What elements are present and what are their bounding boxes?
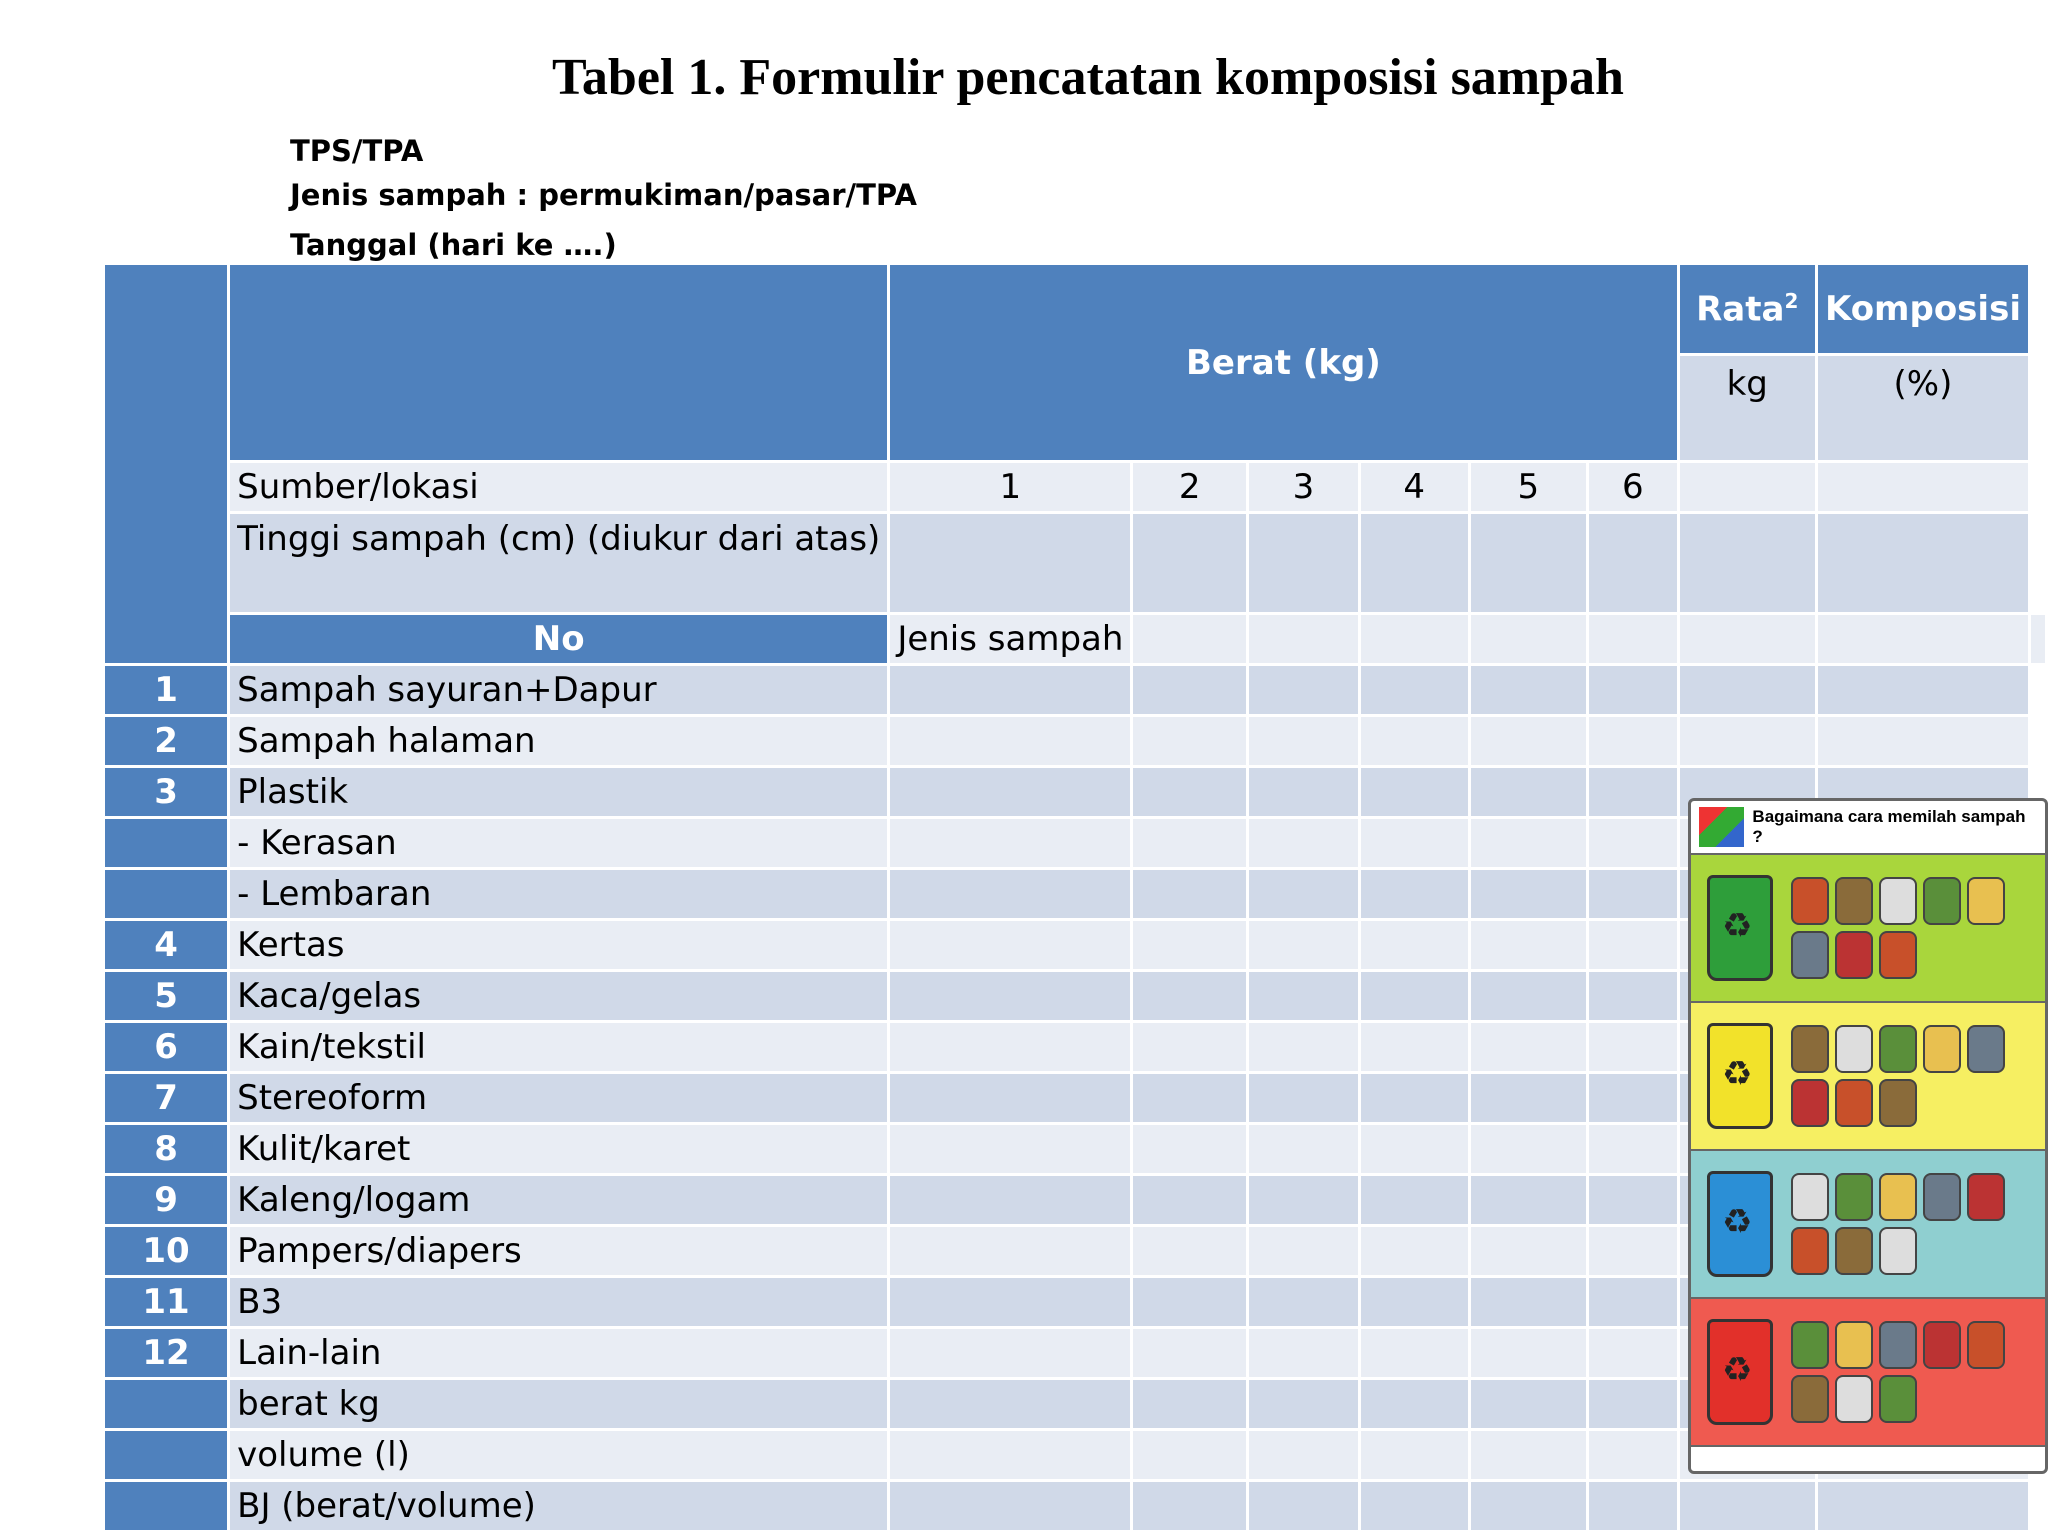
entry-cell — [1588, 818, 1678, 869]
recycle-bin-icon — [1707, 1023, 1773, 1129]
entry-cell — [1359, 920, 1469, 971]
meta-waste-type: Jenis sampah : permukiman/pasar/TPA — [290, 178, 917, 212]
entry-cell — [1248, 971, 1360, 1022]
entry-cell — [1132, 1124, 1248, 1175]
entry-cell — [1132, 665, 1248, 716]
waste-item-icon — [1791, 1025, 1829, 1073]
entry-cell — [1469, 1430, 1588, 1481]
entry-cell — [1588, 1379, 1678, 1430]
entry-cell — [1816, 1481, 2029, 1532]
row-label: B3 — [229, 1277, 889, 1328]
entry-cell — [1359, 1481, 1469, 1532]
entry-cell — [1469, 1073, 1588, 1124]
entry-cell — [1678, 1481, 1816, 1532]
poster-band — [1691, 1299, 2045, 1447]
waste-item-icon — [1879, 1079, 1917, 1127]
waste-item-icon — [1967, 1321, 2005, 1369]
entry-cell — [889, 818, 1132, 869]
entry-cell — [1248, 920, 1360, 971]
poster-band — [1691, 1003, 2045, 1151]
header-berat: Berat (kg) — [889, 264, 1678, 462]
entry-cell — [889, 665, 1132, 716]
entry-cell — [889, 716, 1132, 767]
entry-cell — [889, 1379, 1132, 1430]
row-label: Kulit/karet — [229, 1124, 889, 1175]
waste-item-icon — [1791, 1227, 1829, 1275]
row-label: BJ (berat/volume) — [229, 1481, 889, 1532]
entry-cell — [1588, 1124, 1678, 1175]
poster-title: Bagaimana cara memilah sampah ? — [1752, 807, 2026, 846]
entry-cell — [1588, 1073, 1678, 1124]
entry-cell — [1248, 1481, 1360, 1532]
entry-cell — [1469, 1022, 1588, 1073]
table-row — [104, 1481, 2047, 1532]
waste-item-icon — [1923, 1173, 1961, 1221]
entry-cell — [889, 1124, 1132, 1175]
row-label: - Kerasan — [229, 818, 889, 869]
sumber-label: Sumber/lokasi — [229, 462, 889, 513]
row-number — [104, 1379, 229, 1430]
row-number — [104, 869, 229, 920]
entry-cell — [1359, 665, 1469, 716]
waste-item-icon — [1791, 1321, 1829, 1369]
empty-cell — [1248, 513, 1360, 614]
row-number: 3 — [104, 767, 229, 818]
waste-sorting-poster — [1688, 798, 2048, 1474]
waste-item-icon — [1967, 1025, 2005, 1073]
entry-cell — [1359, 1328, 1469, 1379]
table-row — [104, 716, 2047, 767]
entry-cell — [1132, 1073, 1248, 1124]
row-number — [104, 1481, 229, 1532]
waste-item-icon — [1879, 1173, 1917, 1221]
row-number: 6 — [104, 1022, 229, 1073]
entry-cell — [1588, 1022, 1678, 1073]
entry-cell — [1359, 1022, 1469, 1073]
sample-col-2: 2 — [1132, 462, 1248, 513]
waste-item-icon — [1967, 877, 2005, 925]
entry-cell — [889, 1430, 1132, 1481]
entry-cell — [1816, 665, 2029, 716]
entry-cell — [1588, 1277, 1678, 1328]
entry-cell — [889, 1022, 1132, 1073]
recycle-bin-icon — [1707, 875, 1773, 981]
waste-item-icon — [1791, 877, 1829, 925]
waste-item-icon — [1923, 877, 1961, 925]
entry-cell — [1248, 1430, 1360, 1481]
waste-item-icon — [1835, 1173, 1873, 1221]
entry-cell — [889, 920, 1132, 971]
waste-item-icon — [1879, 1375, 1917, 1423]
row-number: 7 — [104, 1073, 229, 1124]
row-label: Lain-lain — [229, 1328, 889, 1379]
empty-cell — [1132, 614, 1248, 665]
empty-cell — [1678, 462, 1816, 513]
waste-item-icon — [1879, 877, 1917, 925]
entry-cell — [1359, 1226, 1469, 1277]
entry-cell — [1248, 767, 1360, 818]
empty-cell — [1588, 513, 1678, 614]
entry-cell — [889, 1277, 1132, 1328]
empty-cell — [1588, 614, 1678, 665]
waste-item-icon — [1791, 931, 1829, 979]
meta-location: TPS/TPA — [290, 134, 424, 168]
entry-cell — [1359, 716, 1469, 767]
row-label: Kertas — [229, 920, 889, 971]
row-label: Pampers/diapers — [229, 1226, 889, 1277]
entry-cell — [1132, 971, 1248, 1022]
entry-cell — [1132, 767, 1248, 818]
recycle-bin-icon — [1707, 1319, 1773, 1425]
waste-item-icon — [1835, 1227, 1873, 1275]
waste-item-icon — [1835, 877, 1873, 925]
entry-cell — [889, 1481, 1132, 1532]
entry-cell — [1132, 869, 1248, 920]
entry-cell — [1132, 1328, 1248, 1379]
entry-cell — [1588, 1175, 1678, 1226]
entry-cell — [1469, 1175, 1588, 1226]
entry-cell — [889, 869, 1132, 920]
entry-cell — [1132, 920, 1248, 971]
entry-cell — [1132, 1430, 1248, 1481]
row-number: 1 — [104, 665, 229, 716]
header-komposisi: Komposisi — [1816, 264, 2029, 355]
waste-item-icon — [1967, 1173, 2005, 1221]
empty-cell — [1469, 614, 1588, 665]
sample-col-4: 4 — [1359, 462, 1469, 513]
empty-cell — [1248, 614, 1360, 665]
entry-cell — [1588, 869, 1678, 920]
row-number: 2 — [104, 716, 229, 767]
entry-cell — [1248, 1379, 1360, 1430]
entry-cell — [889, 1073, 1132, 1124]
row-number: 10 — [104, 1226, 229, 1277]
row-label: Sampah halaman — [229, 716, 889, 767]
entry-cell — [1359, 1073, 1469, 1124]
entry-cell — [1469, 1379, 1588, 1430]
entry-cell — [1248, 665, 1360, 716]
poster-band — [1691, 1151, 2045, 1299]
sample-col-6: 6 — [1588, 462, 1678, 513]
entry-cell — [1469, 1481, 1588, 1532]
entry-cell — [1588, 1328, 1678, 1379]
entry-cell — [1132, 716, 1248, 767]
row-label: berat kg — [229, 1379, 889, 1430]
sample-col-3: 3 — [1248, 462, 1360, 513]
entry-cell — [1248, 1175, 1360, 1226]
no-header: No — [229, 614, 889, 665]
waste-items-illustration — [1791, 1021, 2045, 1131]
entry-cell — [1248, 1277, 1360, 1328]
empty-cell — [2030, 614, 2047, 665]
entry-cell — [889, 767, 1132, 818]
waste-item-icon — [1879, 1321, 1917, 1369]
waste-item-icon — [1879, 1025, 1917, 1073]
waste-item-icon — [1835, 1025, 1873, 1073]
entry-cell — [1588, 971, 1678, 1022]
empty-cell — [1359, 614, 1469, 665]
entry-cell — [1248, 1124, 1360, 1175]
entry-cell — [889, 1175, 1132, 1226]
entry-cell — [1588, 1226, 1678, 1277]
waste-items-illustration — [1791, 873, 2045, 983]
entry-cell — [1678, 716, 1816, 767]
entry-cell — [1359, 767, 1469, 818]
row-label: Kain/tekstil — [229, 1022, 889, 1073]
header-rata: Rata$^2$ — [1678, 264, 1816, 355]
waste-item-icon — [1923, 1025, 1961, 1073]
waste-item-icon — [1835, 1321, 1873, 1369]
empty-cell — [1816, 513, 2029, 614]
poster-band — [1691, 855, 2045, 1003]
header-blank-label — [229, 264, 889, 462]
empty-cell — [1132, 513, 1248, 614]
waste-item-icon — [1791, 1173, 1829, 1221]
row-label: volume (l) — [229, 1430, 889, 1481]
entry-cell — [1469, 1124, 1588, 1175]
entry-cell — [1132, 1022, 1248, 1073]
entry-cell — [1359, 1379, 1469, 1430]
entry-cell — [1132, 1226, 1248, 1277]
entry-cell — [1132, 1379, 1248, 1430]
entry-cell — [1248, 1022, 1360, 1073]
entry-cell — [1588, 1430, 1678, 1481]
waste-items-illustration — [1791, 1317, 2045, 1427]
waste-items-illustration — [1791, 1169, 2045, 1279]
row-label: Stereoform — [229, 1073, 889, 1124]
row-number: 11 — [104, 1277, 229, 1328]
row-label: Kaca/gelas — [229, 971, 889, 1022]
row-label: Plastik — [229, 767, 889, 818]
row-number: 12 — [104, 1328, 229, 1379]
entry-cell — [1359, 818, 1469, 869]
waste-item-icon — [1879, 1227, 1917, 1275]
entry-cell — [1588, 920, 1678, 971]
entry-cell — [1469, 665, 1588, 716]
empty-cell — [1816, 462, 2029, 513]
sample-col-1: 1 — [889, 462, 1132, 513]
meta-date: Tanggal (hari ke ….) — [290, 228, 617, 262]
empty-cell — [1678, 513, 1816, 614]
waste-item-icon — [1791, 1375, 1829, 1423]
empty-cell — [1678, 614, 1816, 665]
entry-cell — [1359, 1124, 1469, 1175]
waste-item-icon — [1835, 1079, 1873, 1127]
entry-cell — [1588, 665, 1678, 716]
entry-cell — [1469, 1226, 1588, 1277]
entry-cell — [1469, 716, 1588, 767]
jenis-header: Jenis sampah — [889, 614, 1132, 665]
entry-cell — [1132, 818, 1248, 869]
row-number: 5 — [104, 971, 229, 1022]
entry-cell — [1359, 971, 1469, 1022]
empty-cell — [1359, 513, 1469, 614]
entry-cell — [1359, 1277, 1469, 1328]
waste-item-icon — [1791, 1079, 1829, 1127]
entry-cell — [1359, 1430, 1469, 1481]
entry-cell — [1469, 869, 1588, 920]
entry-cell — [1469, 767, 1588, 818]
entry-cell — [1469, 971, 1588, 1022]
waste-item-icon — [1835, 1375, 1873, 1423]
row-number — [104, 1430, 229, 1481]
entry-cell — [1248, 869, 1360, 920]
empty-cell — [1469, 513, 1588, 614]
header-kg: kg — [1678, 355, 1816, 462]
entry-cell — [889, 1328, 1132, 1379]
poster-header — [1691, 801, 2045, 855]
entry-cell — [1678, 665, 1816, 716]
entry-cell — [1132, 1481, 1248, 1532]
entry-cell — [1359, 869, 1469, 920]
entry-cell — [1588, 716, 1678, 767]
header-blank — [104, 264, 229, 665]
entry-cell — [889, 1226, 1132, 1277]
entry-cell — [1469, 1328, 1588, 1379]
entry-cell — [1588, 1481, 1678, 1532]
entry-cell — [1359, 1175, 1469, 1226]
row-label: Sampah sayuran+Dapur — [229, 665, 889, 716]
page-title: Tabel 1. Formulir pencatatan komposisi sampah — [552, 49, 1624, 106]
entry-cell — [1248, 1226, 1360, 1277]
waste-item-icon — [1835, 931, 1873, 979]
waste-item-icon — [1879, 931, 1917, 979]
entry-cell — [1132, 1175, 1248, 1226]
row-label: Kaleng/logam — [229, 1175, 889, 1226]
sample-col-5: 5 — [1469, 462, 1588, 513]
entry-cell — [1248, 1073, 1360, 1124]
entry-cell — [1248, 1328, 1360, 1379]
row-label: - Lembaran — [229, 869, 889, 920]
empty-cell — [1816, 614, 2029, 665]
entry-cell — [1132, 1277, 1248, 1328]
waste-item-icon — [1923, 1321, 1961, 1369]
header-persen: (%) — [1816, 355, 2029, 462]
row-number: 8 — [104, 1124, 229, 1175]
entry-cell — [889, 971, 1132, 1022]
row-number — [104, 818, 229, 869]
entry-cell — [1469, 1277, 1588, 1328]
entry-cell — [1816, 716, 2029, 767]
3r-logo — [1699, 807, 1744, 847]
row-number: 9 — [104, 1175, 229, 1226]
entry-cell — [1248, 716, 1360, 767]
entry-cell — [1469, 920, 1588, 971]
table-row — [104, 665, 2047, 716]
entry-cell — [1248, 818, 1360, 869]
entry-cell — [1588, 767, 1678, 818]
empty-cell — [889, 513, 1132, 614]
recycle-bin-icon — [1707, 1171, 1773, 1277]
row-number: 4 — [104, 920, 229, 971]
tinggi-label: Tinggi sampah (cm) (diukur dari atas) — [229, 513, 889, 614]
entry-cell — [1469, 818, 1588, 869]
